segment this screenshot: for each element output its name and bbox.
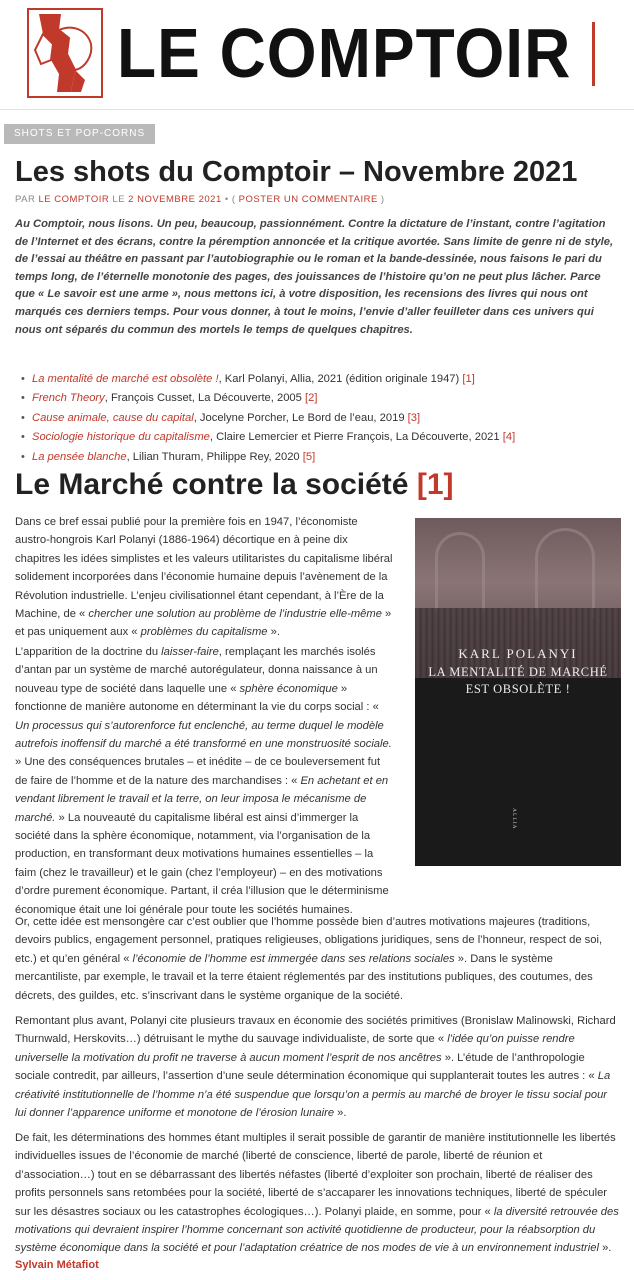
cover-title-line: LA MENTALITÉ DE MARCHÉ [428, 665, 608, 679]
site-header [0, 0, 634, 110]
list-item [32, 370, 622, 389]
author-signature-link[interactable]: Sylvain Métafiot [15, 1259, 99, 1271]
text: Remontant plus avant, Polanyi cite plusieurs travaux en économie des sociétés primitives (Bronislaw Malinowski, Richard Thurnwald, Herskovits…) détruisant le mythe du sauvage individualiste, de sorte que « [15, 1015, 616, 1046]
meta-on: LE [112, 194, 126, 205]
section-footnote-link[interactable]: [1] [416, 468, 454, 501]
text: ». [598, 1242, 612, 1255]
cover-arch [435, 532, 485, 612]
quote: l’idée qu’on puisse rendre universelle la motivation du profit ne traverse à aucun moment l’esprit de nos ancêtres [15, 1033, 575, 1064]
footnote-link[interactable]: [3] [407, 411, 421, 424]
cover-title-line: EST OBSOLÈTE ! [465, 682, 571, 696]
author-link[interactable]: LE COMPTOIR [38, 194, 110, 205]
text: Dans ce bref essai publié pour la première fois en 1947, l’économiste austro-hongrois Karl Polanyi (1886-1964) décortique en à peine dix chapitres les idées simplistes et les valeurs utilitaristes du capitalisme libéral solidement incorporées dans l’économie humaine depuis l’avènement de la Révolution industrielle. L’enjeu civilisationnel étant cependant, à l’Ère de la Machine, de « [15, 516, 393, 621]
article-paragraph [15, 513, 393, 642]
quote: Un processus qui s’autorenforce fut enclenché, au terme duquel le modèle autrefois inoffensif du marché a été transformé en une monstruosité sociale. [15, 719, 392, 751]
text: , remplaçant les marchés isolés d’antan par un système de marché autorégulateur, donna naissance à un nouveau type de société dans laquelle une « [15, 646, 378, 695]
category-badge[interactable]: SHOTS ET POP-CORNS [4, 124, 155, 144]
text: » et pas uniquement aux « [15, 608, 392, 639]
list-item [32, 428, 622, 447]
comment-close-paren: ) [380, 194, 385, 205]
text: » Une des conséquences brutales – et inédite – de ce bouleversement fut de faire de l’homme et de la nature des marchandises : « [15, 756, 381, 787]
footnote-link[interactable]: [2] [304, 392, 318, 405]
text: ». L’étude de l’anthropologie sociale contredit, par ailleurs, l’assertion d’une seule détermination économique qui supplanterait toutes les autres : « [15, 1051, 598, 1083]
post-meta [15, 194, 385, 205]
quote: En achetant et en vendant librement le travail et la terre, on leur imposa le mécanisme de marché. [15, 774, 389, 824]
text: ». [334, 1107, 347, 1120]
text: De fait, les déterminations des hommes étant multiples il serait possible de garantir de manière institutionnelle les libertés individuelles issues de l’économie de marché (liberté de conscience, liberté de parole, liberté de réunion et d’association…) tout en se débarrassant des libertés néfastes (liberté d’exploiter son prochain, liberté de réaliser des profits personnels sans retombées pour la société, liberté de s’accaparer les innovations techniques, liberté de spéculer sur les désastres sociaux ou les catastrophes écologiques…). Polanyi plaide, en somme, pour « [15, 1132, 616, 1218]
article-paragraph [15, 643, 395, 919]
quote: la diversité retrouvée des motivations qui devraient inspirer l’homme concernant son activité quotidienne de producteur, pour la réabsorption du système économique dans la société et pour l’adaptation créatrice de nos modes de vie à un environnement industriel [15, 1205, 619, 1255]
quote: chercher une solution au problème de l’industrie elle-même [88, 608, 382, 621]
book-title: Cause animale, cause du capital [32, 411, 194, 424]
article-paragraph [15, 1129, 621, 1258]
footnote-link[interactable]: [4] [502, 431, 516, 444]
book-details: , Jocelyne Porcher, Le Bord de l’eau, 2019 [193, 411, 408, 424]
book-title: French Theory [32, 392, 105, 405]
list-item [32, 389, 622, 408]
book-details: , Lilian Thuram, Philippe Rey, 2020 [126, 450, 303, 463]
post-intro: Au Comptoir, nous lisons. Un peu, beaucoup, passionnément. Contre la dictature de l’instant, contre l’agitation de l’Internet et des écrans, contre la péremption annoncée et la critique avortée. Sans limite de genre ni de style, de l’essai au théâtre en passant par l’autobiographie ou le roman et la bande-dessinée, nous faisons le pari du temps long, de l’éternelle monotonie des pages, des jouissances de l’histoire qu’on ne peut plus lâcher. Parce que « Le savoir est une arme », nous mettons ici, à votre disposition, les recensions des livres qui nous ont marqués ces derniers temps. Pour vous donner, à tout le moins, l’envie d’aller feuilleter dans ces univers qui nous ont séparés du commun des mortels le temps de quelques chapitres. [15, 218, 614, 336]
post-comment-link[interactable]: POSTER UN COMMENTAIRE [238, 194, 378, 205]
cover-arch [535, 528, 595, 618]
book-details: , Claire Lemercier et Pierre François, La Découverte, 2021 [209, 431, 503, 444]
text: ». Dans le système mercantiliste, par exemple, le travail et la terre étaient réglementés par des institutions publiques, des coutumes, des décrets, des guildes, etc. s’inscrivant dans le système organique de la société. [15, 952, 593, 1002]
article-paragraph [15, 913, 621, 1005]
quote: sphère économique [239, 682, 338, 695]
quote: La créativité institutionnelle de l’homme n’a été suspendue que lorsqu’on a permis au marché de broyer le tissu social pour lui donner l’apparence uniforme et monotone de l’érosion lunaire [15, 1070, 611, 1120]
post-title: Les shots du Comptoir – Novembre 2021 [15, 156, 578, 188]
cover-publisher: ALLIA [511, 808, 517, 830]
text: Or, cette idée est mensongère car c’est oublier que l’homme possède bien d’autres motivations majeures (traditions, devoirs publics, engagement personnel, pratiques religieuses, obligations juridiques, sens de l’honneur, respect de soi, etc.) et qu’en général « [15, 916, 603, 965]
cover-author: KARL POLANYI [458, 646, 578, 661]
footnote-link[interactable]: [1] [462, 373, 475, 385]
quote: laisser-faire [161, 646, 219, 658]
section-title-text: Le Marché contre la société [15, 468, 417, 501]
list-item [32, 409, 622, 428]
text: » fonctionne de manière autonome en déterminant la vie du corps social : « [15, 682, 379, 714]
text: L’apparition de la doctrine du [15, 646, 162, 658]
article-paragraph [15, 1012, 621, 1122]
book-title: La pensée blanche [32, 450, 127, 463]
book-title: Sociologie historique du capitalisme [32, 431, 210, 444]
text: » La nouveauté du capitalisme libéral est ainsi d’immerger la société dans la sphère économique, notamment, via l’organisation de la production, en transformant deux motivations humaines essentielles – la faim (chez le travailleur) et le gain (chez l’employeur) – en des motivations d’ordre purement économique. Partant, il créa l’illusion que le déterminisme économique était une loi générale pour toute les sociétés humaines. [15, 811, 389, 916]
quote: l’économie de l’homme est immergée dans ses relations sociales [132, 952, 455, 965]
book-details: , François Cusset, La Découverte, 2005 [104, 392, 305, 405]
book-list [32, 370, 622, 467]
logo-figure-icon [29, 10, 101, 96]
logo-icon [27, 8, 103, 98]
quote: problèmes du capitalisme [140, 626, 268, 639]
cover-title [415, 664, 621, 698]
meta-separator: • [224, 194, 229, 205]
section-title [15, 465, 454, 505]
comment-open-paren: ( [231, 194, 236, 205]
book-title: La mentalité de marché est obsolète ! [32, 373, 219, 385]
date-link[interactable]: 2 NOVEMBRE 2021 [128, 194, 222, 205]
site-name: LE COMPTOIR [117, 14, 572, 93]
text: ». [267, 626, 280, 639]
book-details: , Karl Polanyi, Allia, 2021 (édition originale 1947) [218, 373, 463, 385]
logo-divider [592, 22, 595, 86]
footnote-link[interactable]: [5] [302, 450, 316, 463]
book-cover-image [415, 518, 621, 866]
meta-by: PAR [15, 194, 36, 205]
